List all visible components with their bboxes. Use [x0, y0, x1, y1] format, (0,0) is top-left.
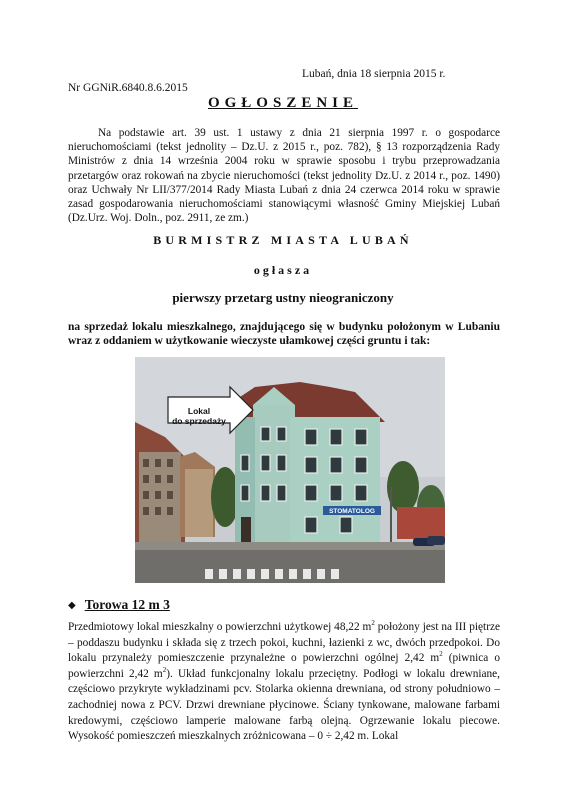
description-text-3: (piwnica o powierzchni 2,42 m — [68, 652, 500, 680]
building-photo — [135, 357, 445, 583]
building-illustration — [135, 357, 445, 583]
legal-basis-paragraph: Na podstawie art. 39 ust. 1 ustawy z dnia 21 sierpnia 1997 r. o gospodarce nieruchomościami (tekst jednolity – Dz.U. z 2015 r., poz. 782), § 13 rozporządzenia Rady Ministrów z dnia 14 września 2004 roku w sprawie sposobu i trybu przeprowadzania przetargów oraz rokowań na zbycie nieruchomości (tekst jednolity Dz.U. z 2014 r., poz. 1490) oraz Uchwały Nr LII/377/2014 Rady Miasta Lubań z dnia 24 czerwca 2014 roku w sprawie zasad gospodarowania nieruchomościami stanowiącymi własność Gminy Miejskiej Lubań (Dz.Urz. Woj. Doln., poz. 2911, ze zm.) — [68, 127, 500, 225]
area-unit-superscript: 2 — [162, 666, 167, 675]
announces-heading: ogłasza — [253, 263, 313, 277]
description-text-2: położony jest na III piętrze – poddaszu budynku i składa się z trzech pokoi, kuchni, łazienki z wc, dwóch przedpokoi. Do lokalu przynależy pomieszczenie przynależne o powierzchni ogólnej 2,42 m — [68, 621, 500, 665]
clinic-sign-text: STOMATOLOG — [329, 508, 375, 515]
issuer-heading: BURMISTRZ MIASTA LUBAŃ — [153, 233, 413, 247]
date-line: Lubań, dnia 18 sierpnia 2015 r. — [302, 68, 446, 80]
description-text-1: Przedmiotowy lokal mieszkalny o powierzchni użytkowej 48,22 m — [68, 621, 372, 633]
callout-line-1: Lokal — [187, 406, 211, 416]
callout-line-2: do sprzedaży — [172, 416, 226, 426]
diamond-bullet-icon: ◆ — [68, 599, 76, 611]
reference-number: Nr GGNiR.6840.8.6.2015 — [68, 82, 188, 94]
tender-type-heading: pierwszy przetarg ustny nieograniczony — [172, 290, 394, 305]
property-address: Torowa 12 m 3 — [84, 597, 170, 612]
property-description — [68, 620, 500, 745]
callout-label — [170, 406, 228, 426]
document-title: OGŁOSZENIE — [207, 95, 359, 111]
description-text-4: ). Układ funkcjonalny lokalu przeciętny. Podłogi w lokalu drewniane, częściowo przykryte wykładzinami pcv. Stolarka okienna drewniana, od strony południowo – zachodniej nowa z PCV. Drzwi drewniane płycinowe. Ściany tynkowane, malowane farbami kredowymi, częściowo lamperie malowane farbą olejną. Ogrzewanie lokalu piecowe. Wysokość pomieszczeń mieszkalnych zróżnicowana – 0 ÷ 2,42 m. Lokal — [68, 667, 500, 743]
area-unit-superscript: 2 — [439, 650, 443, 659]
sale-subject-paragraph: na sprzedaż lokalu mieszkalnego, znajdującego się w budynku położonym w Lubaniu wraz z oddaniem w użytkowanie wieczyste ułamkowej części gruntu i tak: — [68, 321, 500, 347]
property-section-heading — [68, 597, 170, 613]
area-unit-superscript: 2 — [371, 619, 375, 628]
